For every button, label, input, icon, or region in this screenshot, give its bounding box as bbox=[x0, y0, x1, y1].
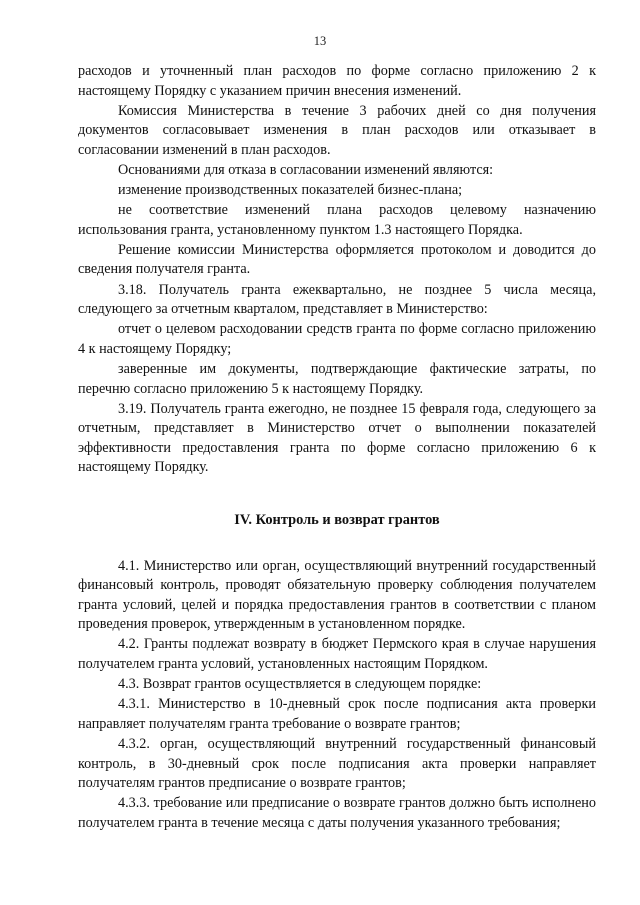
paragraph: Комиссия Министерства в течение 3 рабочих дней со дня получения документов согласовывает изменения в план расходов или отказывает в согласовании изменений в план расходов. bbox=[78, 102, 596, 158]
paragraph: 4.3.1. Министерство в 10-дневный срок после подписания акта проверки направляет получателям гранта требование о возврате грантов; bbox=[78, 696, 596, 732]
paragraphs-top bbox=[78, 62, 596, 478]
paragraph: 3.19. Получатель гранта ежегодно, не позднее 15 февраля года, следующего за отчетным, представляет в Министерство отчет о выполнении показателей эффективности предоставления гранта по форме согласно приложению 6 к настоящему Порядку. bbox=[78, 400, 596, 476]
document-body bbox=[78, 62, 596, 834]
paragraph: заверенные им документы, подтверждающие фактические затраты, по перечню согласно приложению 5 к настоящему Порядку. bbox=[78, 360, 596, 397]
paragraph: 4.3.2. орган, осуществляющий внутренний государственный финансовый контроль, в 30-дневный срок после подписания акта проверки направляет получателям грантов предписание о возврате грантов; bbox=[78, 735, 596, 792]
paragraph: 4.3. Возврат грантов осуществляется в следующем порядке: bbox=[118, 676, 482, 693]
paragraph: 4.1. Министерство или орган, осуществляющий внутренний государственный финансовый контроль, проводят обязательную проверку соблюдения получателем гранта условий, целей и порядка предоставления грантов в соответствии с планом проведения проверок, утвержденным в установленном порядке. bbox=[78, 557, 596, 633]
paragraph: 4.3.3. требование или предписание о возврате грантов должно быть исполнено получателем гранта в течение месяца с даты получения указанного требования; bbox=[78, 795, 596, 831]
section-heading: IV. Контроль и возврат грантов bbox=[234, 511, 440, 528]
page-number: 13 bbox=[313, 34, 327, 48]
paragraph: изменение производственных показателей бизнес-плана; bbox=[118, 182, 463, 199]
paragraph: 4.2. Гранты подлежат возврату в бюджет Пермского края в случае нарушения получателем гранта условий, установленных настоящим Порядком. bbox=[78, 636, 596, 673]
paragraphs-bottom bbox=[78, 557, 596, 834]
paragraph: Решение комиссии Министерства оформляется протоколом и доводится до сведения получателя гранта. bbox=[78, 241, 596, 278]
paragraph: не соответствие изменений плана расходов целевому назначению использования гранта, установленному пунктом 1.3 настоящего Порядка. bbox=[78, 202, 596, 238]
paragraph: 3.18. Получатель гранта ежеквартально, не позднее 5 числа месяца, следующего за отчетным кварталом, представляет в Министерство: bbox=[78, 281, 596, 318]
paragraph: расходов и уточненный план расходов по форме согласно приложению 2 к настоящему Порядку с указанием причин внесения изменений. bbox=[78, 63, 596, 99]
paragraph: Основаниями для отказа в согласовании изменений являются: bbox=[118, 161, 494, 178]
paragraph: отчет о целевом расходовании средств гранта по форме согласно приложению 4 к настоящему Порядку; bbox=[78, 321, 596, 357]
